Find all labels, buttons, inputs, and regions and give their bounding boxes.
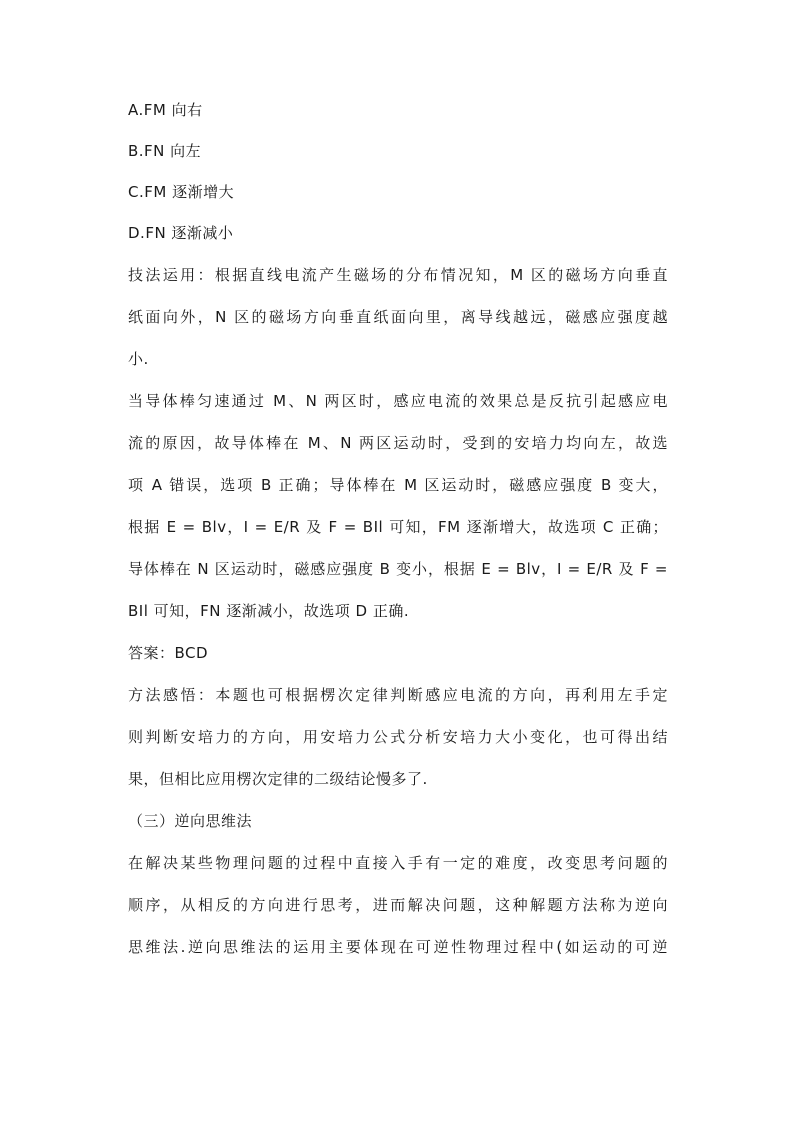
text-line: C.FM 逐渐增大: [128, 183, 235, 201]
text-line: 项 A 错误，选项 B 正确；导体棒在 M 区运动时，磁感应强度 B 变大，: [128, 476, 668, 494]
text-line: 当导体棒匀速通过 M、N 两区时，感应电流的效果总是反抗引起感应电: [128, 392, 668, 410]
text-line: （三）逆向思维法: [128, 812, 253, 830]
text-line: 根据 E = Blv，I = E/R 及 F = BIl 可知，FM 逐渐增大，故选项 C 正确；: [128, 518, 668, 536]
text-line: 纸面向外，N 区的磁场方向垂直纸面向里，离导线越远，磁感应强度越: [128, 308, 668, 326]
text-line: 则判断安培力的方向，用安培力公式分析安培力大小变化，也可得出结: [128, 728, 668, 746]
text-line: A.FM 向右: [128, 101, 203, 119]
text-line: 技法运用：根据直线电流产生磁场的分布情况知，M 区的磁场方向垂直: [128, 266, 668, 284]
text-line: 流的原因，故导体棒在 M、N 两区运动时，受到的安培力均向左，故选: [128, 434, 668, 452]
text-line: 顺序，从相反的方向进行思考，进而解决问题，这种解题方法称为逆向: [128, 896, 668, 914]
text-line: 方法感悟：本题也可根据楞次定律判断感应电流的方向，再利用左手定: [128, 686, 668, 704]
text-line: 思维法.逆向思维法的运用主要体现在可逆性物理过程中(如运动的可逆: [128, 938, 668, 956]
text-line: 小.: [128, 350, 149, 368]
text-line: 果，但相比应用楞次定律的二级结论慢多了.: [128, 770, 428, 788]
text-line: 在解决某些物理问题的过程中直接入手有一定的难度，改变思考问题的: [128, 854, 668, 872]
text-line: 导体棒在 N 区运动时，磁感应强度 B 变小，根据 E = Blv，I = E/R 及 F =: [128, 560, 668, 578]
text-line: B.FN 向左: [128, 142, 202, 160]
text-line: BIl 可知，FN 逐渐减小，故选项 D 正确.: [128, 602, 410, 620]
text-line: D.FN 逐渐减小: [128, 224, 234, 242]
text-line: 答案：BCD: [128, 644, 209, 662]
